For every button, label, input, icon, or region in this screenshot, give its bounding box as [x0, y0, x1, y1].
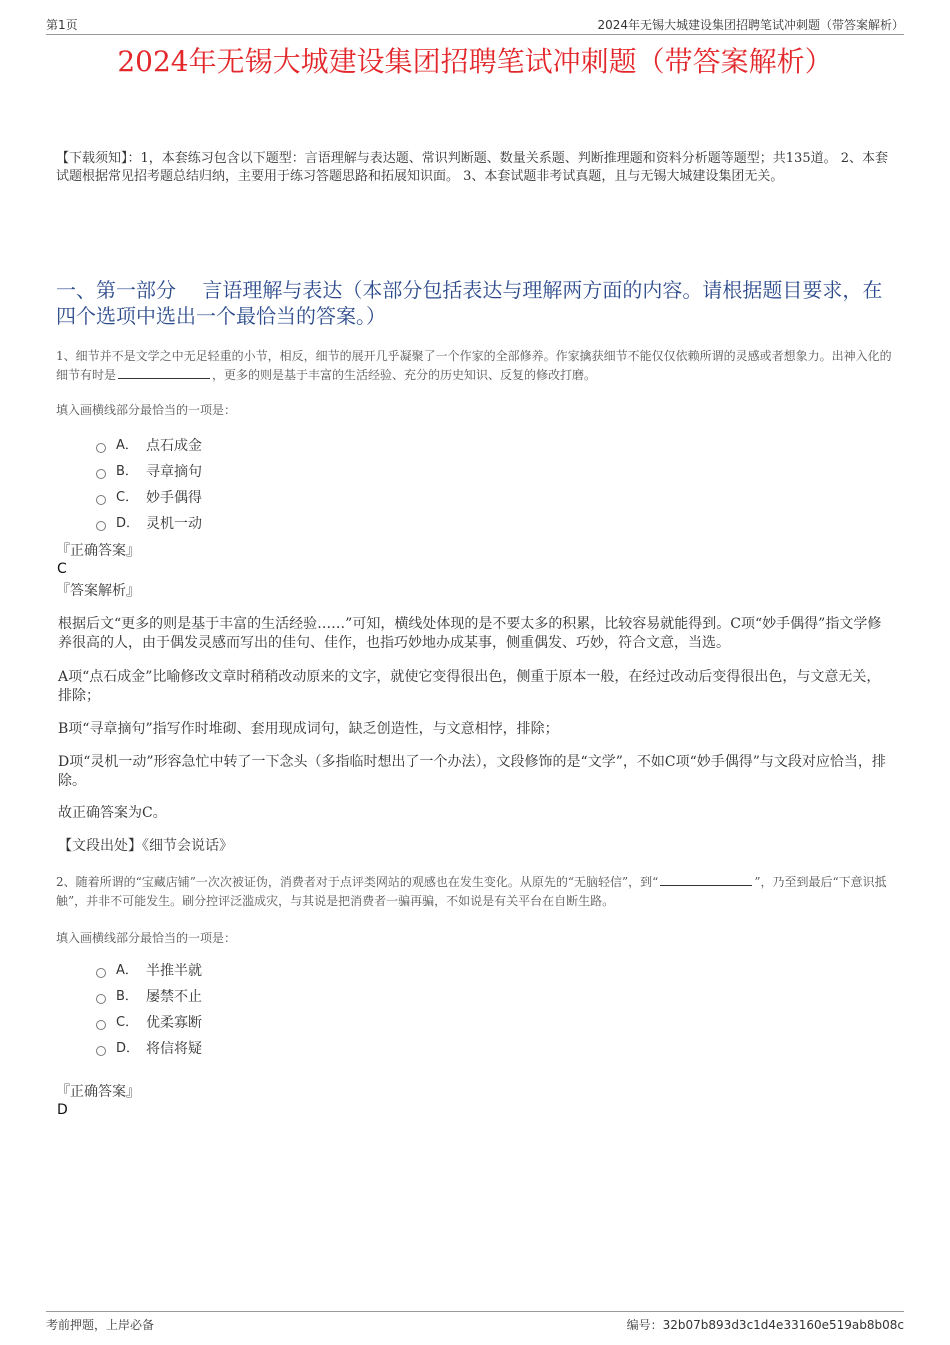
footer-slogan: 考前押题，上岸必备 — [46, 1318, 155, 1332]
radio-icon[interactable] — [96, 1020, 106, 1030]
question-2-answer: D — [57, 1102, 68, 1118]
question-2-option-c[interactable]: C． 优柔寡断 — [96, 1010, 202, 1036]
radio-icon[interactable] — [96, 495, 106, 505]
analysis-conclusion: 故正确答案为C。 — [58, 805, 167, 821]
question-2-text-before: 2、随着所谓的“宝藏店铺”一次次被证伪，消费者对于点评类网站的观感也在发生变化。从原先的“无脑轻信”，到“ — [56, 875, 659, 889]
radio-icon[interactable] — [96, 968, 106, 978]
footer-serial — [627, 1316, 904, 1333]
analysis-paragraph: D项“灵机一动”形容急忙中转了一下念头（多指临时想出了一个办法），文段修饰的是“文学”，不如C项“妙手偶得”与文段对应恰当，排除。 — [58, 754, 886, 789]
page-number: 第1页 — [46, 18, 78, 32]
question-2-prompt: 填入画横线部分最恰当的一项是： — [56, 931, 237, 945]
radio-icon[interactable] — [96, 521, 106, 531]
radio-icon[interactable] — [96, 469, 106, 479]
serial-label: 编号： — [626, 1318, 663, 1332]
question-2-text-after: ”，乃至到最后“下意识抵触”，并非不可能发生。刷分控评泛滥成灾，与其说是把消费者一骗再骗，不如说是有关平台在自断生路。 — [56, 875, 887, 908]
question-1-answer: C — [57, 561, 67, 577]
question-1-prompt: 填入画横线部分最恰当的一项是： — [56, 403, 237, 417]
analysis-paragraph: 根据后文“更多的则是基于丰富的生活经验……”可知，横线处体现的是不要太多的积累，比较容易就能得到。C项“妙手偶得”指文学修养很高的人，由于偶发灵感而写出的佳句、佳作，也指巧妙地办成某事，侧重偶发、巧妙，符合文意，当选。 — [58, 616, 882, 651]
fill-blank — [660, 873, 752, 886]
question-1-option-a[interactable]: A． 点石成金 — [96, 433, 202, 459]
analysis-paragraph: B项“寻章摘句”指写作时堆砌、套用现成词句，缺乏创造性，与文意相悖，排除； — [58, 721, 559, 737]
radio-icon[interactable] — [96, 443, 106, 453]
analysis-source: 【文段出处】《细节会说话》 — [58, 838, 233, 854]
question-1-analysis-label: 『答案解析』 — [56, 583, 140, 599]
analysis-paragraph: A项“点石成金”比喻修改文章时稍稍改动原来的文字，就使它变得很出色，侧重于原本一般，在经过改动后变得很出色，与文意无关，排除； — [58, 669, 881, 704]
question-2-option-b[interactable]: B． 屡禁不止 — [96, 984, 202, 1010]
question-1-option-d[interactable]: D． 灵机一动 — [96, 511, 202, 537]
page-header — [46, 14, 904, 35]
download-notice: 【下载须知】：1，本套练习包含以下题型：言语理解与表达题、常识判断题、数量关系题、判断推理题和资料分析题等题型；共135道。 2、本套试题根据常见招考题总结归纳，主要用于练习答题思路和拓展知识面。 3、本套试题非考试真题，且与无锡大城建设集团无关。 — [56, 151, 888, 184]
document-title: 2024年无锡大城建设集团招聘笔试冲刺题（带答案解析） — [117, 45, 833, 78]
question-1-text-before: 1、细节并不是文学之中无足轻重的小节，相反，细节的展开几乎凝聚了一个作家的全部修养。作家擒获细节不能仅仅依赖所谓的灵感或者想象力。出神入化的细节有时是 — [56, 349, 892, 382]
question-2-option-d[interactable]: D． 将信将疑 — [96, 1036, 202, 1062]
radio-icon[interactable] — [96, 994, 106, 1004]
question-2-option-a[interactable]: A． 半推半就 — [96, 958, 202, 984]
question-1-option-b[interactable]: B． 寻章摘句 — [96, 459, 202, 485]
header-doc-title: 2024年无锡大城建设集团招聘笔试冲刺题（带答案解析） — [597, 18, 904, 32]
question-1-text — [56, 347, 896, 385]
question-1-answer-label: 『正确答案』 — [56, 543, 140, 559]
radio-icon[interactable] — [96, 1046, 106, 1056]
page-footer — [46, 1311, 904, 1334]
question-2-text — [56, 873, 896, 911]
question-2-answer-label: 『正确答案』 — [56, 1084, 140, 1100]
section-title: 一、第一部分 言语理解与表达（本部分包括表达与理解两方面的内容。请根据题目要求，在四个选项中选出一个最恰当的答案。） — [56, 278, 883, 328]
question-1-option-c[interactable]: C． 妙手偶得 — [96, 485, 202, 511]
fill-blank — [118, 366, 210, 379]
question-2-options — [96, 958, 202, 1062]
serial-code: 32b07b893d3c1d4e33160e519ab8b08c — [662, 1318, 904, 1332]
question-1-options — [96, 433, 202, 537]
question-1-text-after: ，更多的则是基于丰富的生活经验、充分的历史知识、反复的修改打磨。 — [212, 368, 597, 382]
